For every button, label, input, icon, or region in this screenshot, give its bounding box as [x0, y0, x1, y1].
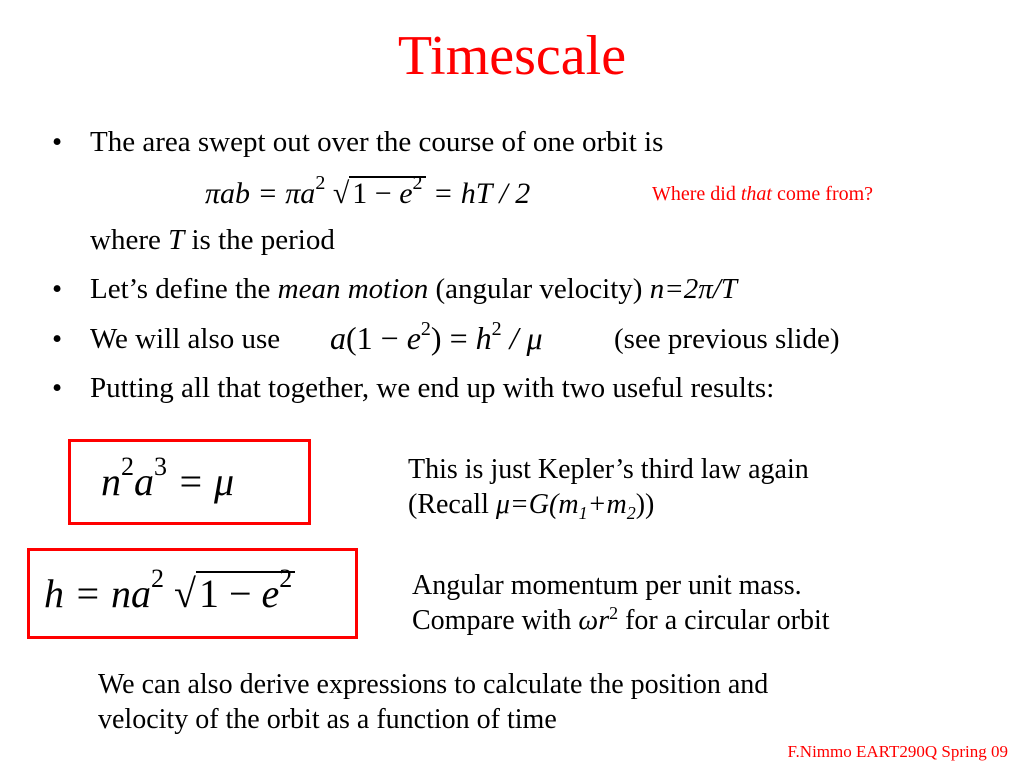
- mean-motion-formula: n=2π/T: [649, 273, 737, 305]
- slide-footer: F.Nimmo EART290Q Spring 09: [787, 742, 1008, 761]
- subscript: 2: [626, 503, 636, 523]
- bullet-text: Putting all that together, we end up with two useful results:: [90, 372, 775, 404]
- text: is the period: [184, 224, 335, 256]
- angular-momentum-box: [27, 548, 358, 639]
- note-text: come from?: [771, 183, 874, 205]
- square-root: √ $1 - e^2$: [333, 176, 426, 210]
- equation-part: πab = πa: [205, 177, 316, 210]
- note-line: [408, 487, 809, 522]
- note-where-from: [652, 183, 873, 206]
- angular-momentum-equation: [44, 564, 295, 616]
- equation-part: h: [475, 320, 492, 356]
- derive-paragraph: [98, 667, 768, 737]
- bullet-text: We will also use: [90, 323, 281, 355]
- bullet-mean-motion: [52, 273, 737, 305]
- equation-part: 1 −: [352, 177, 400, 210]
- note-formula: μ=G(m: [495, 489, 579, 520]
- equation-part: = hT / 2: [433, 177, 531, 210]
- period-definition: [90, 226, 335, 255]
- bullet-previous-slide: [52, 323, 281, 355]
- note-line: This is just Kepler’s third law again: [408, 454, 809, 485]
- exponent: 2: [420, 318, 431, 340]
- equation-part: (1 −: [346, 320, 407, 356]
- equation-part: e: [261, 571, 280, 616]
- note-line: [412, 603, 830, 638]
- bullet-putting-together: [52, 372, 775, 404]
- equation-part: 1 −: [198, 571, 262, 616]
- note-text: (Recall: [408, 489, 496, 520]
- previous-slide-equation: [330, 318, 543, 356]
- bullet-text: The area swept out over the course of one orbit is: [90, 126, 664, 158]
- kepler-equation: [101, 452, 235, 504]
- slide-title: Timescale: [397, 25, 627, 87]
- equation-part: ) =: [430, 320, 476, 356]
- equation-part: a: [134, 459, 154, 504]
- paragraph-line: velocity of the orbit as a function of time: [98, 704, 557, 735]
- note-formula: ωr: [578, 605, 610, 636]
- exponent: 2: [151, 564, 164, 593]
- bullet-area-swept: [52, 126, 664, 158]
- bullet-text: (angular velocity): [428, 273, 650, 305]
- equation-part: n: [101, 459, 121, 504]
- exponent: 3: [154, 452, 167, 481]
- bullet-text: Let’s define the: [90, 273, 278, 305]
- equation-part: = μ: [167, 459, 235, 504]
- note-text: )): [635, 489, 655, 520]
- exponent: 2: [121, 452, 134, 481]
- exponent: 2: [491, 318, 502, 340]
- subscript: 1: [578, 503, 588, 523]
- note-emphasis: that: [740, 183, 772, 205]
- note-text: for a circular orbit: [618, 605, 830, 636]
- equation-part: e: [399, 177, 413, 210]
- see-previous-slide: (see previous slide): [614, 323, 840, 355]
- exponent: 2: [315, 172, 326, 194]
- text: where: [90, 224, 169, 256]
- bullet-marker: •: [52, 273, 63, 305]
- exponent: 2: [412, 172, 423, 194]
- bullet-marker: •: [52, 323, 63, 355]
- bullet-marker: •: [52, 126, 63, 158]
- paragraph-line: We can also derive expressions to calculate the position and: [98, 669, 769, 700]
- area-equation: [205, 172, 531, 210]
- note-formula: +m: [587, 489, 627, 520]
- square-root: $√1 - e^2$: [174, 571, 295, 615]
- exponent: 2: [279, 564, 293, 593]
- note-text: Where did: [652, 183, 741, 205]
- equation-part: h = na: [44, 571, 151, 616]
- bullet-emphasis: mean motion: [277, 273, 429, 305]
- equation-part: e: [406, 320, 421, 356]
- note-text: Compare with: [412, 605, 579, 636]
- note-line: Angular momentum per unit mass.: [412, 570, 802, 601]
- angular-momentum-note: [412, 568, 830, 638]
- variable-T: T: [168, 224, 185, 256]
- kepler-equation-box: [68, 439, 311, 525]
- equation-part: / μ: [501, 320, 543, 356]
- superscript: 2: [609, 603, 619, 623]
- kepler-note: [408, 452, 809, 522]
- bullet-marker: •: [52, 372, 63, 404]
- equation-part: a: [330, 320, 346, 356]
